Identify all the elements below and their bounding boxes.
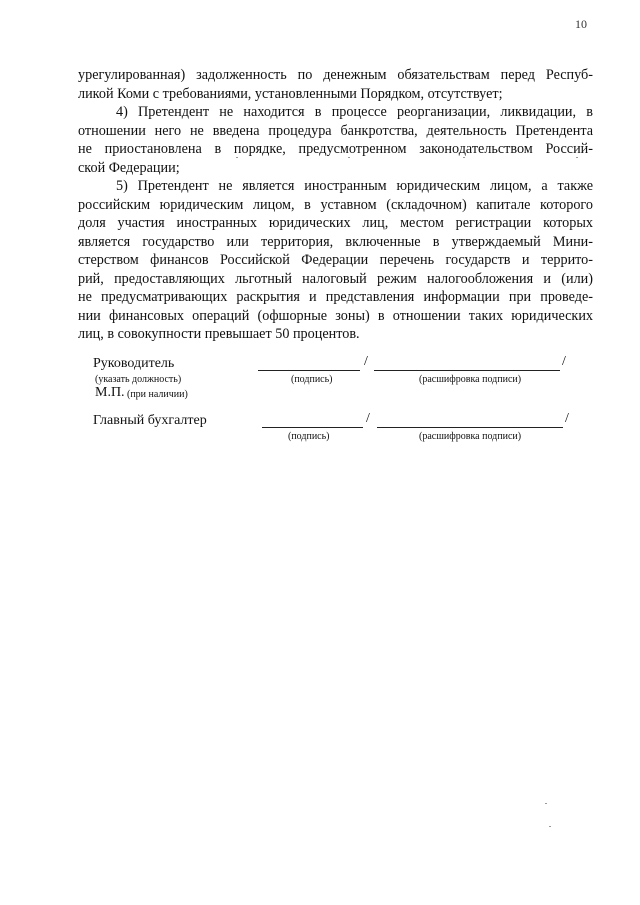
scan-speck bbox=[545, 803, 547, 804]
text-line: стерством финансов Российской Федерации перечень государств и террито- bbox=[78, 252, 593, 268]
head-slash-1: / bbox=[364, 354, 368, 369]
head-title: Руководитель bbox=[93, 356, 175, 371]
scan-speck bbox=[549, 826, 551, 827]
head-slash-2: / bbox=[562, 354, 566, 369]
scan-speck bbox=[576, 157, 578, 158]
accountant-slash-2: / bbox=[565, 411, 569, 426]
page-number: 10 bbox=[575, 17, 587, 31]
head-decoding-line bbox=[374, 370, 560, 371]
text-line: не предусматривающих раскрытия и представления информации при проведе- bbox=[78, 289, 593, 305]
accountant-slash-1: / bbox=[366, 411, 370, 426]
accountant-decoding-line bbox=[377, 427, 563, 428]
text-line: лиц, в совокупности превышает 50 процентов. bbox=[78, 326, 360, 342]
scan-speck bbox=[348, 157, 350, 158]
text-line: ской Федерации; bbox=[78, 159, 180, 176]
text-line: ликой Коми с требованиями, установленными Порядком, отсутствует; bbox=[78, 85, 503, 102]
text-line: 4) Претендент не находится в процессе реорганизации, ликвидации, в bbox=[116, 104, 593, 120]
text-line: является государство или территория, включенные в утверждаемый Мини- bbox=[78, 233, 593, 250]
accountant-signature-line bbox=[262, 427, 363, 428]
accountant-title: Главный бухгалтер bbox=[93, 413, 207, 428]
scan-speck bbox=[236, 157, 238, 158]
text-line: 5) Претендент не является иностранным юридическим лицом, а также bbox=[116, 178, 593, 194]
text-line: нии финансовых операций (офшорные зоны) в отношении таких юридических bbox=[78, 307, 593, 324]
head-title-hint: (указать должность) bbox=[95, 374, 182, 385]
accountant-signature-caption: (подпись) bbox=[288, 431, 330, 442]
text-line: отношении него не введена процедура банкротства, деятельность Претендента bbox=[78, 122, 593, 139]
accountant-decoding-caption: (расшифровка подписи) bbox=[419, 431, 522, 442]
stamp-hint: (при наличии) bbox=[127, 389, 188, 400]
head-decoding-caption: (расшифровка подписи) bbox=[419, 374, 522, 385]
head-signature-line bbox=[258, 370, 360, 371]
text-line: доля участия иностранных юридических лиц, местом регистрации которых bbox=[78, 215, 593, 231]
stamp-label: М.П. bbox=[95, 385, 125, 400]
text-line: российским юридическим лицом, в уставном (складочном) капитале которого bbox=[78, 196, 593, 213]
text-line: не приостановлена в порядке, предусмотренном законодательством Россий- bbox=[78, 141, 593, 157]
scan-speck bbox=[463, 157, 465, 158]
text-line: рий, предоставляющих льготный налоговый режим налогообложения и (или) bbox=[78, 270, 593, 287]
text-line: урегулированная) задолженность по денежным обязательствам перед Респуб- bbox=[78, 67, 593, 83]
head-signature-caption: (подпись) bbox=[291, 374, 333, 385]
